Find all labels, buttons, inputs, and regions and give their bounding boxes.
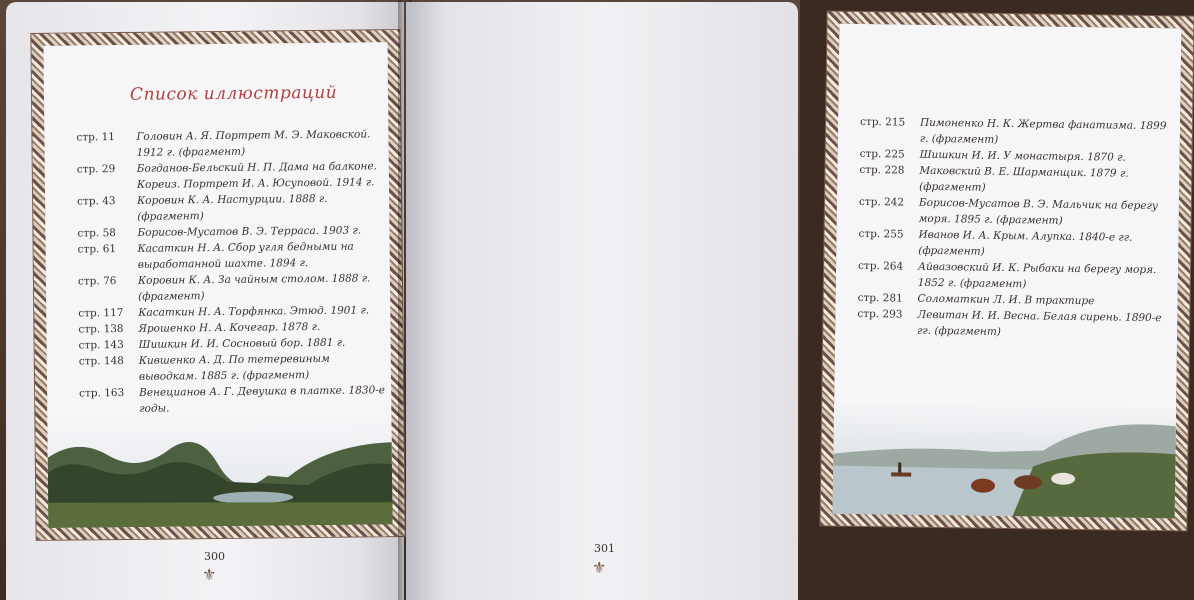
entry-page-ref: стр. 61: [77, 243, 117, 256]
illustration-list-right: [857, 114, 1178, 342]
entry-text: Айвазовский И. К. Рыбаки на берегу моря. 1852 г. (фрагмент): [917, 260, 1157, 291]
fleur-de-lis-ornament-icon: ⚜: [202, 565, 217, 584]
list-item: [76, 126, 388, 161]
fleur-de-lis-ornament-icon: ⚜: [592, 558, 607, 577]
page-number-left: 300: [204, 550, 225, 563]
entry-page-ref: стр. 43: [77, 195, 116, 208]
list-item: [859, 162, 1177, 198]
entry-text: Соломаткин Л. И. В трактире: [917, 292, 1095, 308]
ornamental-border-left: [31, 30, 404, 540]
entry-text: Шишкин И. И. У монастыря. 1870 г.: [919, 148, 1126, 164]
entry-text: Маковский В. Е. Шарманщик. 1879 г. (фрагмент): [919, 164, 1129, 194]
entry-text: Касаткин Н. А. Торфянка. Этюд. 1901 г.: [138, 304, 370, 319]
list-item: [78, 270, 390, 305]
entry-text: Иванов И. А. Крым. Алупка. 1840-е гг. (фрагмент): [918, 228, 1133, 258]
entry-text: Головин А. Я. Портрет М. Э. Маковской. 1912 г. (фрагмент): [136, 128, 371, 159]
right-page: [406, 2, 1167, 600]
list-item: [858, 258, 1176, 294]
entry-page-ref: стр. 255: [858, 227, 904, 241]
entry-page-ref: стр. 264: [857, 259, 904, 273]
entry-text: Кившенко А. Д. По тетеревиным выводкам. 1885 г. (фрагмент): [138, 352, 330, 383]
entry-text: Венецианов А. Г. Девушка в платке. 1830-е годы.: [139, 384, 386, 415]
entry-text: Борисов-Мусатов В. Э. Терраса. 1903 г.: [137, 224, 362, 239]
entry-text: Борисов-Мусатов В. Э. Мальчик на берегу моря. 1895 г. (фрагмент): [918, 196, 1158, 227]
list-item: [77, 158, 389, 193]
entry-text: Коровин К. А. За чайным столом. 1888 г. (фрагмент): [137, 272, 371, 303]
entry-text: Левитан И. И. Весна. Белая сирень. 1890-е гг. (фрагмент): [917, 308, 1162, 338]
entry-page-ref: стр. 228: [859, 163, 905, 177]
list-item: [78, 238, 390, 273]
entry-page-ref: стр. 143: [78, 338, 124, 352]
entry-page-ref: стр. 293: [857, 307, 903, 321]
list-item: [858, 226, 1176, 262]
list-item: [77, 190, 389, 225]
entry-text: Коровин К. А. Настурции. 1888 г. (фрагмент): [137, 192, 328, 223]
landscape-illustration-right: [833, 404, 1177, 519]
list-item: [860, 114, 1178, 150]
entry-text: Шишкин И. И. Сосновый бор. 1881 г.: [138, 336, 346, 351]
list-item: [859, 194, 1177, 230]
entry-page-ref: стр. 29: [76, 163, 116, 176]
left-page: [6, 2, 404, 600]
entry-page-ref: стр. 117: [78, 306, 124, 320]
list-item: [857, 306, 1175, 342]
left-page-content: [43, 42, 392, 528]
entry-page-ref: стр. 11: [76, 131, 115, 144]
landscape-illustration-left: [47, 414, 392, 528]
entry-page-ref: стр. 58: [77, 227, 116, 240]
entry-page-ref: стр. 163: [79, 386, 125, 400]
page-title: Список иллюстраций: [129, 82, 338, 105]
entry-text: Пимоненко Н. К. Жертва фанатизма. 1899 г. (фрагмент): [919, 116, 1167, 146]
list-item: [79, 350, 391, 385]
entry-page-ref: стр. 225: [859, 147, 905, 161]
entry-page-ref: стр. 76: [77, 275, 117, 288]
list-item: [79, 382, 391, 417]
entry-page-ref: стр. 138: [78, 322, 124, 336]
entry-page-ref: стр. 215: [859, 115, 906, 129]
entry-page-ref: стр. 148: [78, 354, 124, 368]
ornamental-border-right: [820, 11, 1193, 530]
page-number-right: 301: [594, 542, 615, 555]
entry-text: Касаткин Н. А. Сбор угля бедными на выработанной шахте. 1894 г.: [137, 240, 354, 271]
entry-text: Ярошенко Н. А. Кочегар. 1878 г.: [138, 320, 321, 335]
right-page-content: [833, 24, 1182, 519]
entry-page-ref: стр. 281: [857, 291, 903, 305]
entry-text: Богданов-Бельский Н. П. Дама на балконе. Кореиз. Портрет И. А. Юсуповой. 1914 г.: [136, 160, 378, 191]
entry-page-ref: стр. 242: [858, 195, 905, 209]
